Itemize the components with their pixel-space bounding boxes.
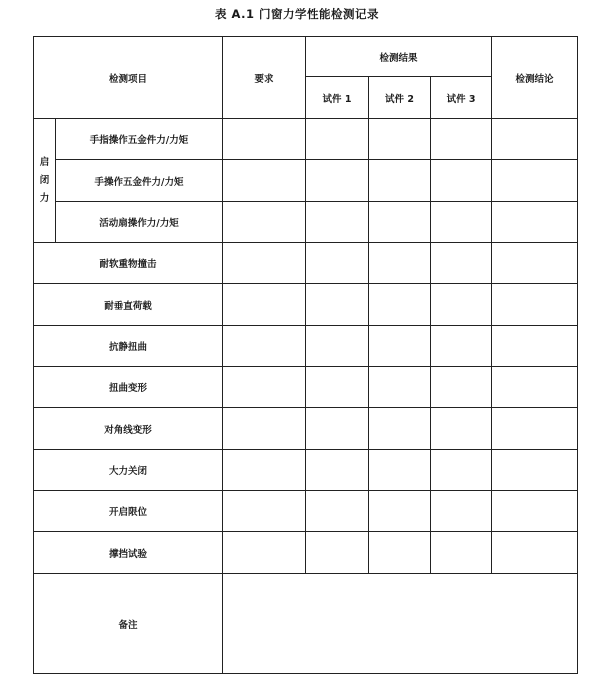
cell-sample-2[interactable] [369, 119, 431, 160]
cell-sample-3[interactable] [431, 119, 492, 160]
group-label-opening-force [34, 119, 56, 243]
remarks-label: 备注 [34, 574, 223, 674]
row-label: 抗静扭曲 [34, 326, 223, 367]
cell-requirement[interactable] [223, 119, 306, 160]
row-label: 开启限位 [34, 491, 223, 532]
cell-sample-2[interactable] [369, 202, 431, 243]
header-result: 检测结果 [306, 37, 492, 77]
header-conclusion: 检测结论 [492, 37, 578, 119]
cell-sample-3[interactable] [431, 326, 492, 367]
cell-requirement[interactable] [223, 408, 306, 450]
row-label: 手操作五金件力/力矩 [56, 160, 223, 202]
cell-sample-2[interactable] [369, 491, 431, 532]
cell-conclusion[interactable] [492, 532, 578, 574]
row-label: 撑挡试验 [34, 532, 223, 574]
row-label: 耐软重物撞击 [34, 243, 223, 284]
cell-conclusion[interactable] [492, 202, 578, 243]
cell-conclusion[interactable] [492, 367, 578, 408]
cell-sample-3[interactable] [431, 450, 492, 491]
cell-sample-1[interactable] [306, 284, 369, 326]
cell-requirement[interactable] [223, 326, 306, 367]
table-title: 表 A.1 门窗力学性能检测记录 [215, 7, 379, 21]
cell-sample-2[interactable] [369, 160, 431, 202]
header-requirement: 要求 [223, 37, 306, 119]
cell-sample-2[interactable] [369, 532, 431, 574]
header-item: 检测项目 [34, 37, 223, 119]
cell-requirement[interactable] [223, 491, 306, 532]
cell-sample-3[interactable] [431, 284, 492, 326]
cell-sample-2[interactable] [369, 450, 431, 491]
cell-requirement[interactable] [223, 160, 306, 202]
test-record-table [33, 36, 578, 674]
cell-sample-2[interactable] [369, 326, 431, 367]
row-label: 大力关闭 [34, 450, 223, 491]
cell-sample-1[interactable] [306, 408, 369, 450]
cell-requirement[interactable] [223, 532, 306, 574]
cell-sample-2[interactable] [369, 408, 431, 450]
cell-requirement[interactable] [223, 202, 306, 243]
cell-conclusion[interactable] [492, 243, 578, 284]
cell-sample-3[interactable] [431, 160, 492, 202]
cell-sample-3[interactable] [431, 202, 492, 243]
cell-conclusion[interactable] [492, 450, 578, 491]
row-label: 耐垂直荷载 [34, 284, 223, 326]
cell-sample-1[interactable] [306, 243, 369, 284]
cell-conclusion[interactable] [492, 491, 578, 532]
cell-sample-1[interactable] [306, 532, 369, 574]
cell-conclusion[interactable] [492, 119, 578, 160]
cell-sample-2[interactable] [369, 284, 431, 326]
cell-sample-1[interactable] [306, 326, 369, 367]
cell-requirement[interactable] [223, 450, 306, 491]
header-sample-2: 试件 2 [369, 77, 431, 119]
row-label: 扭曲变形 [34, 367, 223, 408]
cell-sample-3[interactable] [431, 408, 492, 450]
row-label: 对角线变形 [34, 408, 223, 450]
group-label-char: 闭 [39, 174, 50, 186]
cell-sample-1[interactable] [306, 491, 369, 532]
header-sample-1: 试件 1 [306, 77, 369, 119]
cell-sample-1[interactable] [306, 450, 369, 491]
remarks-field[interactable] [223, 574, 578, 674]
cell-conclusion[interactable] [492, 160, 578, 202]
cell-requirement[interactable] [223, 284, 306, 326]
header-sample-3: 试件 3 [431, 77, 492, 119]
cell-requirement[interactable] [223, 243, 306, 284]
row-label: 手指操作五金件力/力矩 [56, 119, 223, 160]
cell-sample-1[interactable] [306, 202, 369, 243]
cell-sample-2[interactable] [369, 243, 431, 284]
cell-sample-3[interactable] [431, 243, 492, 284]
group-label-char: 力 [39, 192, 50, 204]
cell-conclusion[interactable] [492, 408, 578, 450]
row-label: 活动扇操作力/力矩 [56, 202, 223, 243]
group-label-char: 启 [39, 156, 50, 168]
cell-sample-2[interactable] [369, 367, 431, 408]
cell-sample-3[interactable] [431, 532, 492, 574]
cell-sample-1[interactable] [306, 367, 369, 408]
cell-conclusion[interactable] [492, 284, 578, 326]
cell-sample-3[interactable] [431, 367, 492, 408]
cell-sample-1[interactable] [306, 160, 369, 202]
cell-conclusion[interactable] [492, 326, 578, 367]
cell-requirement[interactable] [223, 367, 306, 408]
cell-sample-3[interactable] [431, 491, 492, 532]
cell-sample-1[interactable] [306, 119, 369, 160]
